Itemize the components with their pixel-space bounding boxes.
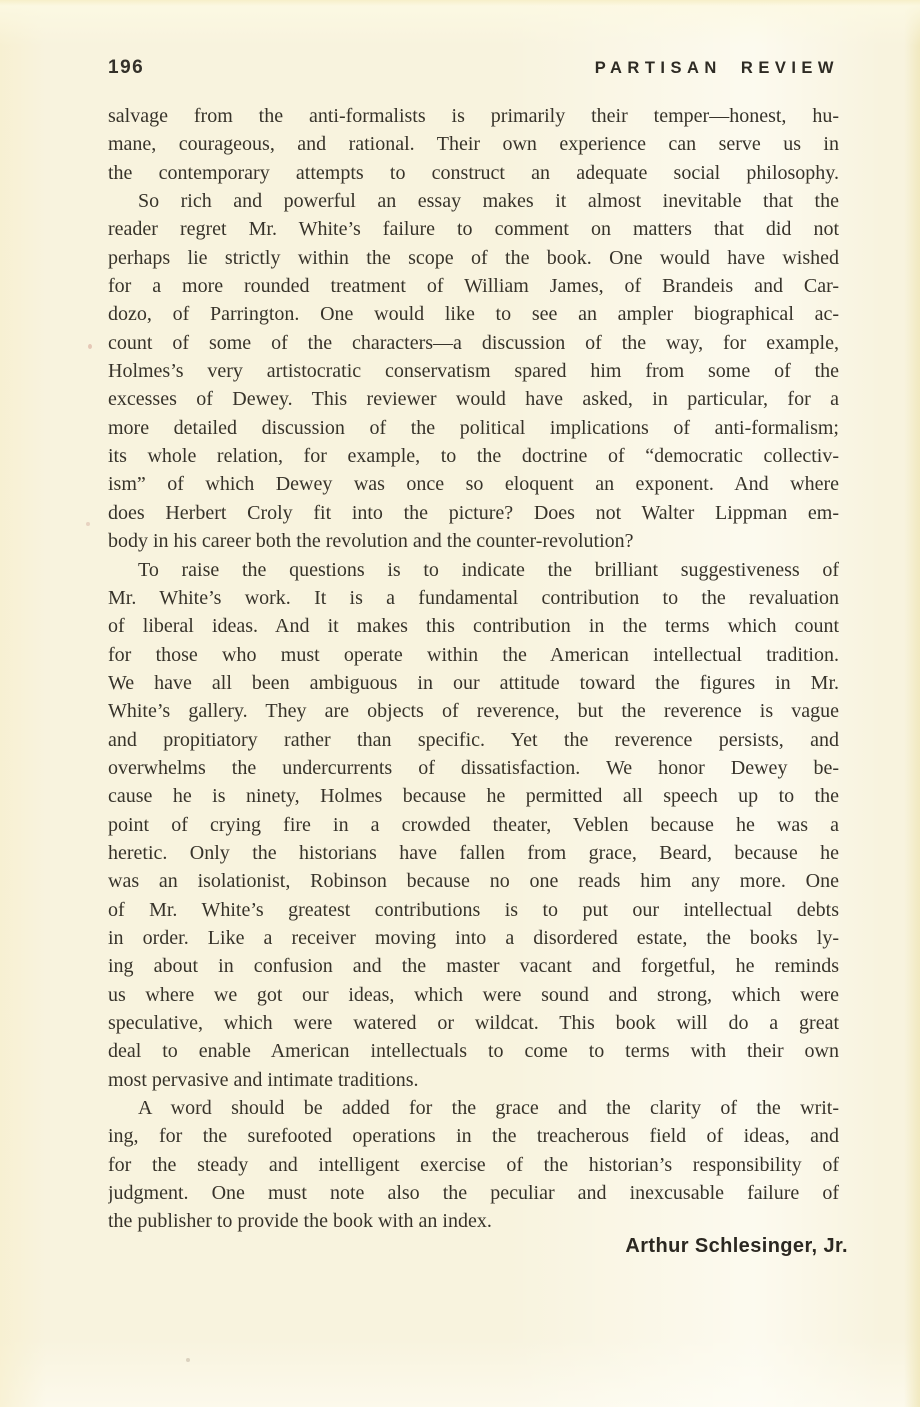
author-signature: Arthur Schlesinger, Jr. — [625, 1235, 848, 1257]
text-line: and propitiatory rather than specific. Yet the reverence persists, and — [108, 728, 839, 751]
text-line: Mr. White’s work. It is a fundamental contribution to the revaluation — [108, 586, 839, 609]
text-line: We have all been ambiguous in our attitude toward the figures in Mr. — [108, 671, 839, 694]
text-line: reader regret Mr. White’s failure to comment on matters that did not — [108, 218, 839, 241]
text-line: ing, for the surefooted operations in the treacherous field of ideas, and — [108, 1125, 839, 1148]
scan-artifact-speck — [88, 344, 92, 349]
text-line: was an isolationist, Robinson because no one reads him any more. One — [108, 870, 839, 893]
text-line: dozo, of Parrington. One would like to see an ampler biographical ac- — [108, 303, 839, 326]
text-line: for a more rounded treatment of William James, of Brandeis and Car- — [108, 275, 839, 298]
text-line: ism” of which Dewey was once so eloquent an exponent. And where — [108, 473, 839, 496]
text-line: overwhelms the undercurrents of dissatisfaction. We honor Dewey be- — [108, 756, 839, 779]
text-line: count of some of the characters—a discussion of the way, for example, — [108, 331, 839, 354]
text-line: mane, courageous, and rational. Their own experience can serve us in — [108, 133, 839, 156]
text-line: A word should be added for the grace and the clarity of the writ- — [138, 1097, 839, 1120]
scan-artifact-speck — [86, 522, 90, 526]
text-line: for those who must operate within the American intellectual tradition. — [108, 643, 839, 666]
text-line: us where we got our ideas, which were sound and strong, which were — [108, 983, 839, 1006]
text-line: To raise the questions is to indicate the brilliant suggestiveness of — [138, 558, 839, 581]
text-line: judgment. One must note also the peculiar and inexcusable failure of — [108, 1182, 839, 1205]
text-line: heretic. Only the historians have fallen from grace, Beard, because he — [108, 841, 839, 864]
text-line: of Mr. White’s greatest contributions is to put our intellectual debts — [108, 898, 839, 921]
text-line: speculative, which were watered or wildcat. This book will do a great — [108, 1012, 839, 1034]
journal-title: PARTISAN REVIEW — [594, 59, 839, 77]
text-line: Holmes’s very artistocratic conservatism spared him from some of the — [108, 360, 839, 383]
text-line: So rich and powerful an essay makes it almost inevitable that the — [138, 190, 839, 213]
text-line: salvage from the anti-formalists is primarily their temper—honest, hu- — [108, 105, 839, 127]
text-line: its whole relation, for example, to the doctrine of “democratic collectiv- — [108, 445, 839, 468]
text-line: the contemporary attempts to construct an adequate social philosophy. — [108, 161, 839, 184]
text-line: ing about in confusion and the master vacant and forgetful, he reminds — [108, 955, 839, 978]
text-line: cause he is ninety, Holmes because he permitted all speech up to the — [108, 785, 839, 808]
text-line: in order. Like a receiver moving into a disordered estate, the books ly- — [108, 926, 839, 949]
text-line: for the steady and intelligent exercise of the historian’s responsibility of — [108, 1153, 839, 1176]
text-line: point of crying fire in a crowded theater, Veblen because he was a — [108, 813, 839, 836]
scan-artifact-speck — [186, 1358, 190, 1362]
text-line: White’s gallery. They are objects of reverence, but the reverence is vague — [108, 700, 839, 723]
text-line: deal to enable American intellectuals to come to terms with their own — [108, 1040, 839, 1063]
text-line: excesses of Dewey. This reviewer would have asked, in particular, for a — [108, 388, 839, 411]
text-line: of liberal ideas. And it makes this contribution in the terms which count — [108, 615, 839, 638]
text-line: more detailed discussion of the political implications of anti-formalism; — [108, 416, 839, 439]
page-number: 196 — [108, 57, 145, 78]
text-line: does Herbert Croly fit into the picture? Does not Walter Lippman em- — [108, 501, 839, 524]
article-body — [108, 102, 839, 1236]
text-line: most pervasive and intimate traditions. — [108, 1068, 419, 1091]
page-header — [108, 57, 839, 79]
text-line: body in his career both the revolution and the counter-revolution? — [108, 530, 634, 553]
text-line: perhaps lie strictly within the scope of the book. One would have wished — [108, 246, 839, 269]
text-line: the publisher to provide the book with an index. — [108, 1210, 492, 1233]
